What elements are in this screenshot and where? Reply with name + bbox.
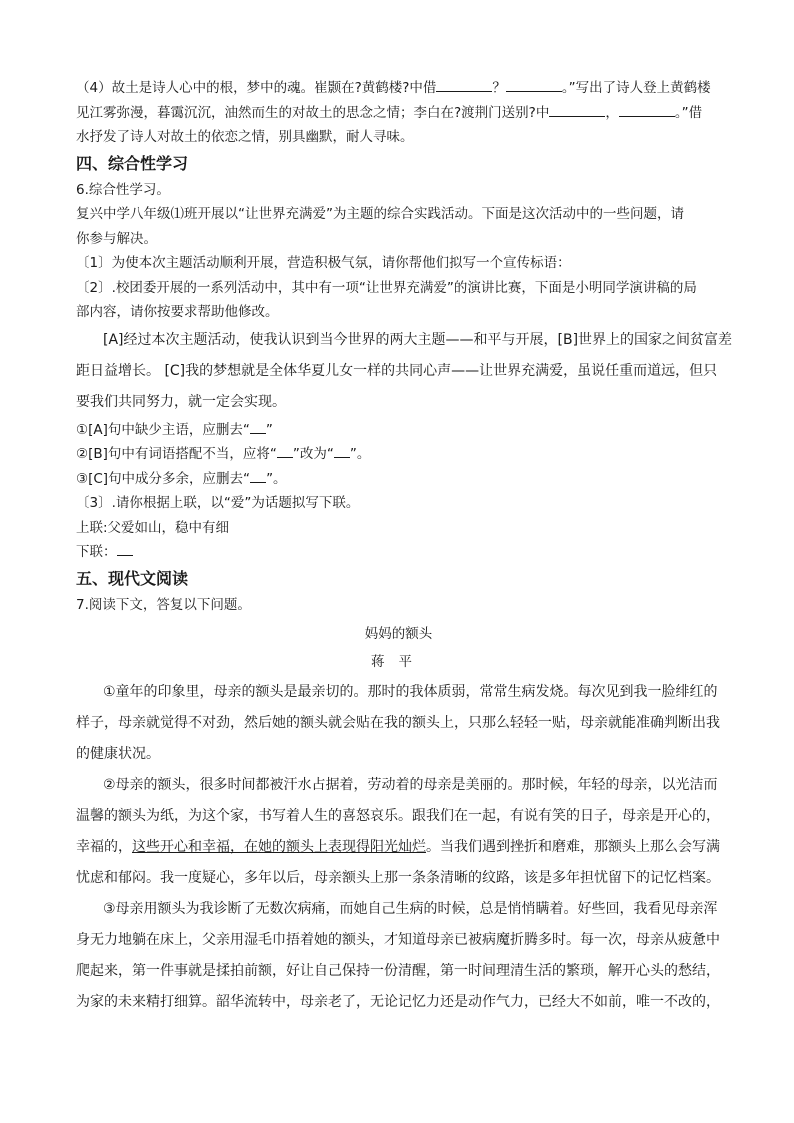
lower-couplet: 下联： bbox=[76, 540, 721, 565]
question-6-title: 6.综合性学习。 bbox=[76, 181, 170, 198]
poem-q4-line-2: 见江雾弥漫，暮霭沉沉，油然而生的对故土的思念之情；李白在?渡荆门送别?中 ， 。”借 bbox=[76, 101, 721, 126]
upper-couplet: 上联:父爱如山，稳中有细 bbox=[76, 519, 230, 536]
essay-para-2-line-1: ②母亲的额头，很多时间都被汗水占据着，劳动着的母亲是美丽的。那时候，年轻的母亲，以光洁而 bbox=[103, 777, 718, 793]
speech-line-3: 要我们共同努力，就一定会实现。 bbox=[76, 393, 286, 410]
essay-para-3-line-3: 爬起来，第一件事就是揉拍前额，好让自己保持一份清醒，第一时间理清生活的繁琐，解开心头的愁结， bbox=[76, 963, 720, 979]
essay-para-2-line-3: 幸福的，这些开心和幸福，在她的额头上表现得阳光灿烂。当我们遇到挫折和磨难，那额头上那么会写满 bbox=[76, 839, 720, 855]
answer-blank[interactable] bbox=[250, 419, 266, 434]
q6-part-2-line-2: 部内容，请你按要求帮助他修改。 bbox=[76, 304, 279, 320]
answer-blank[interactable] bbox=[250, 468, 266, 483]
speech-line-1: [A]经过本次主题活动，使我认识到当今世界的两大主题——和平与开展，[B]世界上的国家之间贫富差 bbox=[103, 331, 733, 348]
sub-question-2: ②[B]句中有词语搭配不当，应将“ ”改为“ ”。 bbox=[76, 442, 721, 467]
essay-para-3-line-4: 为家的未来精打细算。韶华流转中，母亲老了，无论记忆力还是动作气力，已经大不如前，唯一不改的， bbox=[76, 994, 720, 1010]
essay-title: 妈妈的额头 bbox=[364, 626, 433, 642]
q6-part-2-line-1: 〔2〕.校团委开展的一系列活动中，其中有一项“让世界充满爱”的演讲比赛，下面是小明同学演讲稿的局 bbox=[76, 279, 697, 296]
answer-blank[interactable] bbox=[506, 77, 562, 92]
sub-question-3: ③[C]句中成分多余，应删去“ ”。 bbox=[76, 467, 721, 492]
question-7-title: 7.阅读下文，答复以下问题。 bbox=[76, 596, 251, 613]
exam-page bbox=[76, 76, 733, 1018]
q6-part-1: 〔1〕为使本次主题活动顺利开展，营造积极气氛，请你帮他们拟写一个宣传标语： bbox=[76, 255, 571, 271]
essay-para-1-line-1: ①童年的印象里，母亲的额头是最亲切的。那时的我体质弱，常常生病发烧。每次见到我一脸绯红的 bbox=[103, 684, 718, 700]
essay-para-2-line-4: 忧虑和郁闷。我一度疑心，多年以后，母亲额头上那一条条清晰的纹路，该是多年担忧留下的记忆档案。 bbox=[76, 870, 720, 886]
answer-blank[interactable] bbox=[436, 77, 492, 92]
section-heading-4: 四、综合性学习 bbox=[76, 153, 189, 173]
q6-intro-line-2: 你参与解决。 bbox=[76, 230, 157, 247]
underlined-sentence: 这些开心和幸福，在她的额头上表现得阳光灿烂 bbox=[132, 839, 426, 855]
essay-para-1-line-2: 样子，母亲就觉得不对劲，然后她的额头就会贴在我的额头上，只那么轻轻一贴，母亲就能准确判断出我 bbox=[76, 715, 720, 731]
q6-part-3: 〔3〕.请你根据上联，以“爱”为话题拟写下联。 bbox=[76, 495, 360, 511]
q6-intro-line-1: 复兴中学八年级⑴班开展以“让世界充满爱”为主题的综合实践活动。下面是这次活动中的一些问题，请 bbox=[76, 206, 684, 222]
speech-line-2: 距日益增长。 [C]我的梦想就是全体华夏儿女一样的共同心声——让世界充满爱，虽说任重而道远，但只 bbox=[76, 362, 718, 379]
answer-blank[interactable] bbox=[619, 102, 675, 117]
essay-para-1-line-3: 的健康状况。 bbox=[76, 746, 160, 762]
essay-author: 蒋平 bbox=[371, 654, 426, 670]
poem-q4-line-1: （4）故土是诗人心中的根，梦中的魂。崔颢在?黄鹤楼?中借 ？ 。”写出了诗人登上黄鹤楼 bbox=[76, 76, 721, 101]
answer-blank[interactable] bbox=[117, 541, 133, 556]
section-heading-5: 五、现代文阅读 bbox=[76, 568, 189, 588]
poem-q4-line-3: 水抒发了诗人对故土的依恋之情，别具幽默，耐人寻味。 bbox=[76, 129, 414, 145]
essay-para-2-line-2: 温馨的额头为纸，为这个家，书写着人生的喜怒哀乐。跟我们在一起，有说有笑的日子，母亲是开心的， bbox=[76, 808, 720, 824]
essay-para-3-line-2: 身无力地躺在床上，父亲用湿毛巾捂着她的额头，才知道母亲已被病魔折腾多时。每一次，母亲从疲惫中 bbox=[76, 932, 720, 948]
essay-para-3-line-1: ③母亲用额头为我诊断了无数次病痛，而她自己生病的时候，总是悄悄瞒着。好些回，我看见母亲浑 bbox=[103, 901, 718, 917]
sub-question-1: ①[A]句中缺少主语，应删去“ ” bbox=[76, 418, 721, 443]
answer-blank[interactable] bbox=[277, 443, 293, 458]
answer-blank[interactable] bbox=[334, 443, 350, 458]
answer-blank[interactable] bbox=[549, 102, 605, 117]
